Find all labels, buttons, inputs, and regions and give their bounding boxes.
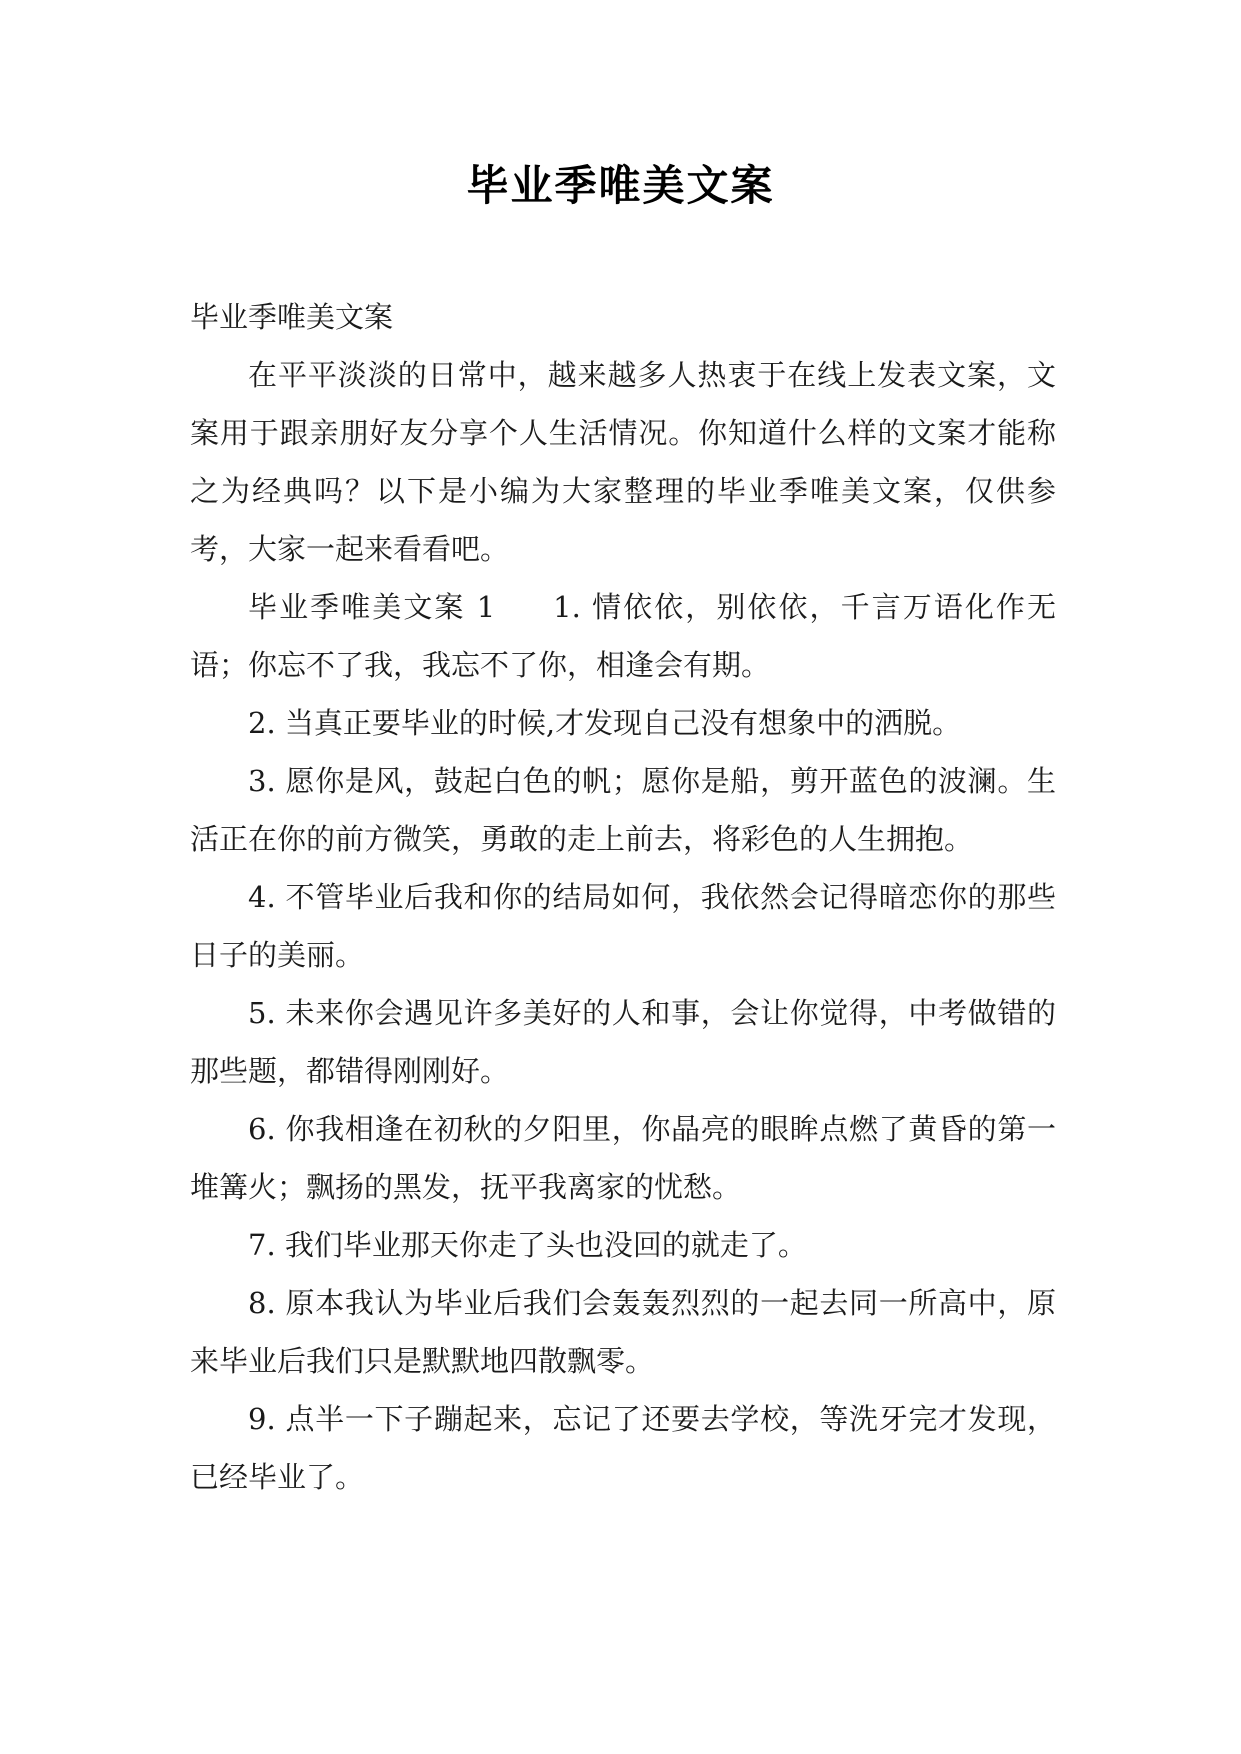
- list-item: 8. 原本我认为毕业后我们会轰轰烈烈的一起去同一所高中，原来毕业后我们只是默默地四散飘零。: [190, 1286, 1056, 1378]
- list-item: 7. 我们毕业那天你走了头也没回的就走了。: [248, 1228, 807, 1262]
- page-title: 毕业季唯美文案: [466, 161, 775, 210]
- list-item: 6. 你我相逢在初秋的夕阳里，你晶亮的眼眸点燃了黄昏的第一堆篝火；飘扬的黑发，抚平我离家的忧愁。: [190, 1112, 1056, 1204]
- document-body: [190, 288, 1056, 1506]
- intro-paragraph: 在平平淡淡的日常中，越来越多人热衷于在线上发表文案，文案用于跟亲朋好友分享个人生活情况。你知道什么样的文案才能称之为经典吗？以下是小编为大家整理的毕业季唯美文案，仅供参考，大家一起来看看吧。: [190, 358, 1056, 566]
- list-item: 9. 点半一下子蹦起来，忘记了还要去学校，等洗牙完才发现，已经毕业了。: [190, 1402, 1056, 1494]
- list-item: 5. 未来你会遇见许多美好的人和事，会让你觉得，中考做错的那些题，都错得刚刚好。: [190, 996, 1056, 1088]
- section-heading: 毕业季唯美文案 1: [248, 590, 496, 624]
- section-1-paragraph: [190, 578, 1056, 694]
- list-item: 3. 愿你是风，鼓起白色的帆；愿你是船，剪开蓝色的波澜。生活正在你的前方微笑，勇敢的走上前去，将彩色的人生拥抱。: [190, 764, 1056, 856]
- list-item: 1. 情依依，别依依，千言万语化作无语；你忘不了我，我忘不了你，相逢会有期。: [190, 590, 1056, 682]
- list-item: 2. 当真正要毕业的时候,才发现自己没有想象中的洒脱。: [248, 706, 962, 740]
- document-subtitle: 毕业季唯美文案: [190, 300, 394, 334]
- list-item: 4. 不管毕业后我和你的结局如何，我依然会记得暗恋你的那些日子的美丽。: [190, 880, 1056, 972]
